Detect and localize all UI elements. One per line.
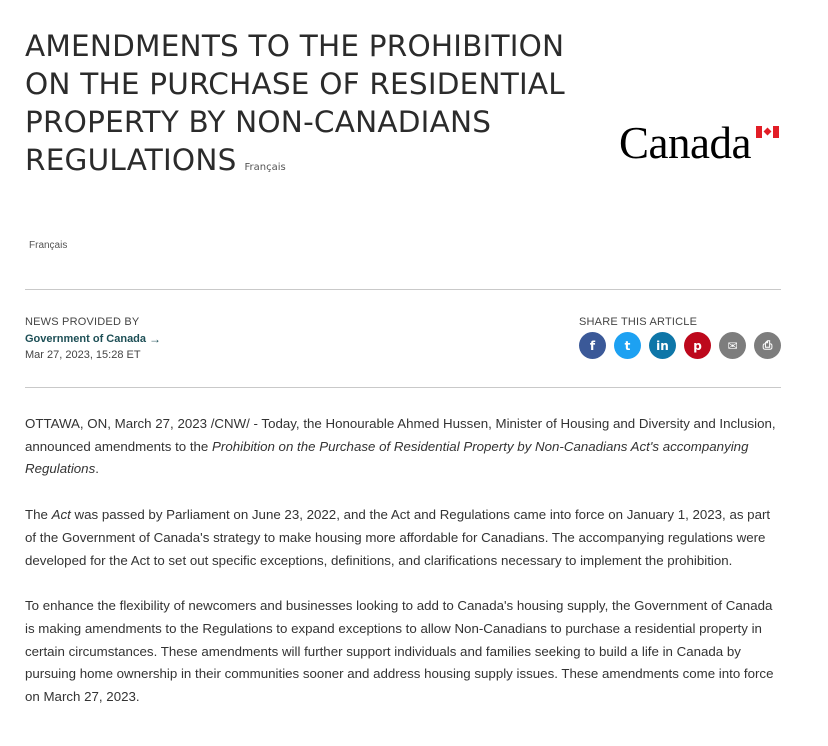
page-title-text: AMENDMENTS TO THE PROHIBITION ON THE PURCHASE OF RESIDENTIAL PROPERTY BY NON-CANADIANS REGULATIONS [25, 29, 565, 177]
article-paragraph-3: To enhance the flexibility of newcomers and businesses looking to add to Canada's housing supply, the Government of Canada is making amendments to the Regulations to expand exceptions to allow Non-Canadians to purchase a residential property in certain circumstances. These amendments will further support individuals and families seeking to build a life in Canada by pursuing home ownership in their communities sooner and address housing supply issues. These amendments come into force on March 27, 2023. [25, 598, 774, 705]
facebook-icon: f [589, 338, 596, 353]
print-icon: ⎙ [762, 338, 773, 352]
twitter-share-button[interactable] [614, 332, 641, 359]
linkedin-icon: in [656, 338, 669, 353]
canada-flag-icon [756, 126, 779, 138]
canada-logo [619, 118, 781, 168]
pinterest-share-button[interactable] [684, 332, 711, 359]
twitter-icon: t [624, 338, 631, 353]
article-paragraph-2: The Act was passed by Parliament on June 23, 2022, and the Act and Regulations came into force on January 1, 2023, as part of the Government of Canada's strategy to make housing more affordable for Canadians. The accompanying regulations were developed for the Act to set out specific exceptions, definitions, and clarifications necessary to implement the prohibition. [25, 507, 771, 568]
article-paragraph-1: OTTAWA, ON, March 27, 2023 /CNW/ - Today, the Honourable Ahmed Hussen, Minister of Housing and Diversity and Inclusion, announced amendments to the Prohibition on the Purchase of Residential Property by Non-Canadians Act's accompanying Regulations. [25, 416, 776, 477]
email-icon: ✉ [727, 338, 738, 353]
news-provided-block [25, 316, 161, 361]
canada-wordmark: Canada [619, 118, 751, 168]
provider-link[interactable] [25, 332, 161, 346]
share-label: SHARE THIS ARTICLE [579, 316, 698, 328]
provider-name[interactable]: Government of Canada [25, 333, 147, 345]
language-link[interactable]: Français [29, 240, 68, 251]
language-toggle-inline[interactable]: Français [244, 162, 286, 173]
linkedin-share-button[interactable] [649, 332, 676, 359]
divider-bottom [25, 387, 781, 388]
arrow-right-icon: → [149, 332, 162, 346]
share-block [579, 316, 781, 359]
pinterest-icon: p [693, 338, 702, 353]
page-title [25, 27, 585, 187]
divider-top [25, 289, 781, 290]
email-share-button[interactable] [719, 332, 746, 359]
facebook-share-button[interactable] [579, 332, 606, 359]
publish-date: Mar 27, 2023, 15:28 ET [25, 349, 141, 361]
print-share-button[interactable] [754, 332, 781, 359]
share-buttons [579, 332, 781, 359]
news-provided-label: NEWS PROVIDED BY [25, 316, 140, 328]
article-body [25, 413, 783, 732]
